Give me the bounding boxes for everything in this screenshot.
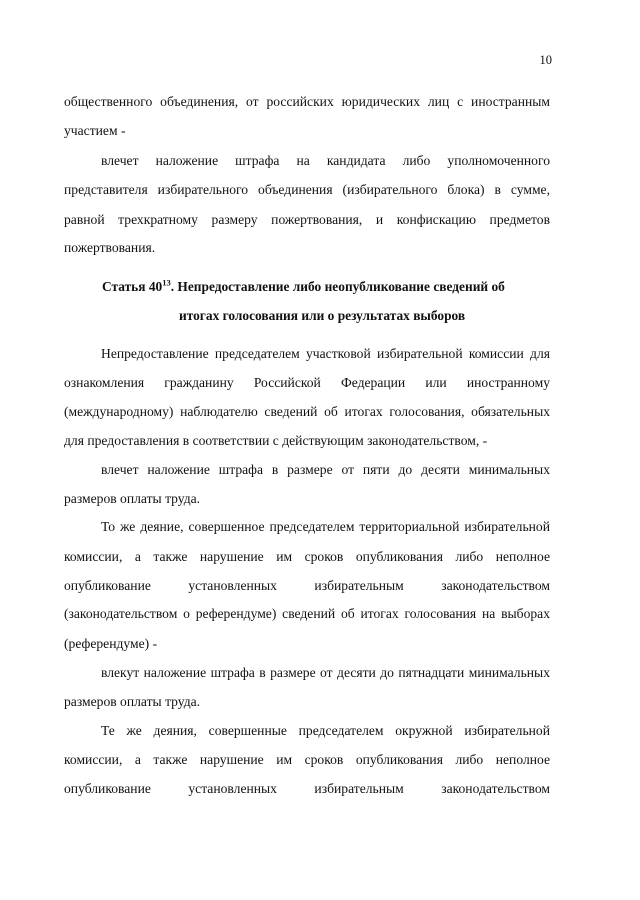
text-line: опубликование установленных избирательным законодательством: [64, 578, 550, 593]
article-title-line-2: итогах голосования или о результатах выборов: [179, 308, 466, 323]
text-line: влекут наложение штрафа в размере от десяти до пятнадцати минимальных: [101, 665, 550, 680]
text-line: размеров оплаты труда.: [64, 491, 201, 506]
text-line: комиссии, а также нарушение им сроков опубликования либо неполное: [64, 549, 550, 564]
article-number: Статья 40: [102, 279, 163, 294]
text-line: То же деяние, совершенное председателем территориальной избирательной: [101, 519, 550, 534]
text-line: Непредоставление председателем участковой избирательной комиссии для: [101, 346, 550, 361]
text-line: влечет наложение штрафа на кандидата либо уполномоченного: [101, 153, 550, 168]
page-number: 10: [539, 53, 552, 67]
text-line: представителя избирательного объединения (избирательного блока) в сумме,: [64, 182, 550, 197]
text-line: (международному) наблюдателю сведений об итогах голосования, обязательных: [64, 404, 550, 419]
text-line: размеров оплаты труда.: [64, 694, 201, 709]
text-line: Те же деяния, совершенные председателем окружной избирательной: [101, 723, 550, 738]
text-line: (референдуме) -: [64, 636, 158, 651]
text-line: опубликование установленных избирательным законодательством: [64, 781, 550, 796]
text-line: влечет наложение штрафа в размере от пяти до десяти минимальных: [101, 462, 550, 477]
text-line: для предоставления в соответствии с действующим законодательством, -: [64, 433, 488, 448]
text-line: ознакомления гражданину Российской Федерации или иностранному: [64, 375, 550, 390]
text-line: общественного объединения, от российских юридических лиц с иностранным: [64, 94, 550, 109]
article-heading: [102, 277, 522, 297]
article-superscript: 13: [162, 277, 171, 288]
text-line: участием -: [64, 123, 126, 138]
article-title-line-1: . Непредоставление либо неопубликование сведений об: [170, 279, 505, 294]
text-line: пожертвования.: [64, 240, 156, 255]
text-line: (законодательством о референдуме) сведений об итогах голосования на выборах: [64, 606, 550, 621]
text-line: равной трехкратному размеру пожертвования, и конфискацию предметов: [64, 212, 550, 227]
text-line: комиссии, а также нарушение им сроков опубликования либо неполное: [64, 752, 550, 767]
